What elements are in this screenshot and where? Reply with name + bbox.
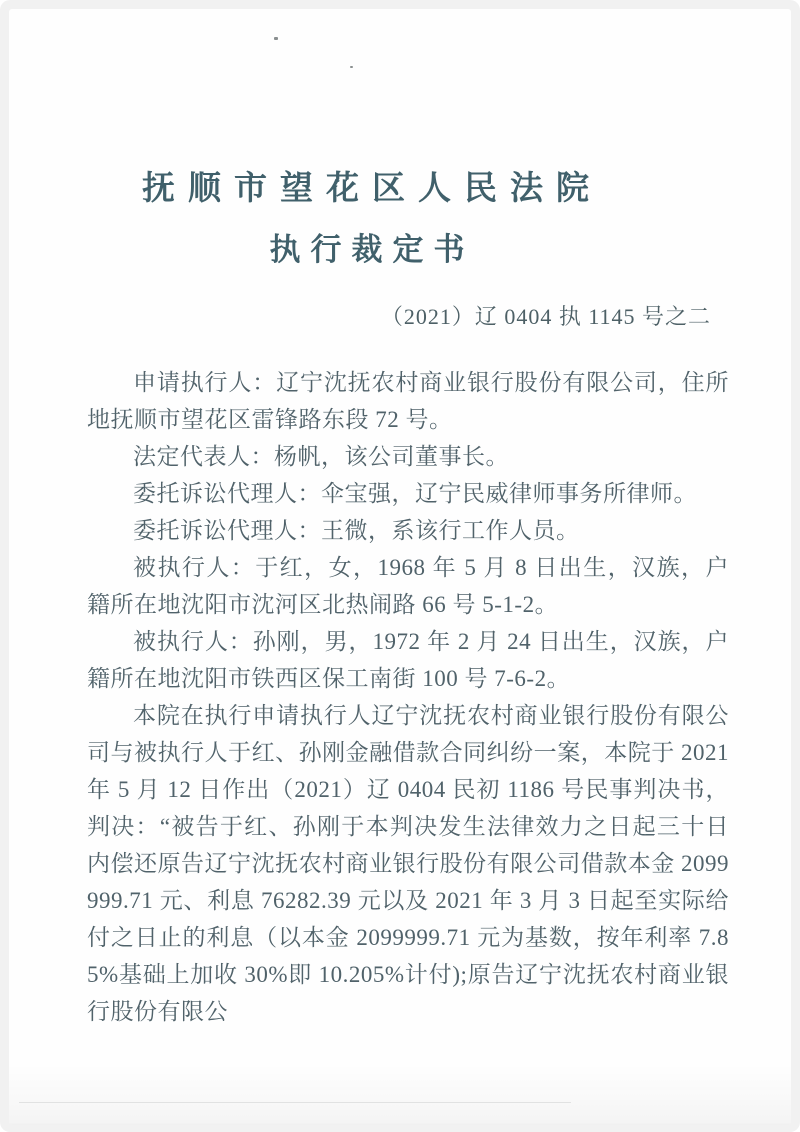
title-block bbox=[9, 171, 763, 268]
scan-speck bbox=[350, 66, 353, 68]
paragraph-litigation-agent-1: 委托诉讼代理人：伞宝强，辽宁民威律师事务所律师。 bbox=[133, 480, 697, 506]
paragraph-respondent-1: 被执行人：于红，女，1968 年 5 月 8 日出生，汉族，户籍所在地沈阳市沈河区北热闹路 66 号 5-1-2。 bbox=[87, 554, 729, 617]
document-page bbox=[9, 9, 791, 1125]
court-name: 抚顺市望花区人民法院 bbox=[142, 171, 602, 207]
scan-artifact-line bbox=[19, 1102, 571, 1103]
document-body bbox=[9, 364, 791, 1030]
scan-shadow bbox=[9, 1063, 791, 1125]
paragraph-applicant: 申请执行人：辽宁沈抚农村商业银行股份有限公司，住所地抚顺市望花区雷锋路东段 72 号。 bbox=[87, 369, 729, 432]
case-number: （2021）辽 0404 执 1145 号之二 bbox=[380, 303, 711, 329]
paragraph-litigation-agent-2: 委托诉讼代理人：王微，系该行工作人员。 bbox=[133, 517, 580, 543]
document-title: 执行裁定书 bbox=[269, 231, 475, 267]
paragraph-respondent-2: 被执行人：孙刚，男，1972 年 2 月 24 日出生，汉族，户籍所在地沈阳市铁西区保工南街 100 号 7-6-2。 bbox=[87, 628, 729, 691]
paragraph-case-background: 本院在执行申请执行人辽宁沈抚农村商业银行股份有限公司与被执行人于红、孙刚金融借款合同纠纷一案，本院于 2021 年 5 月 12 日作出（2021）辽 0404 民初 1186 号民事判决书，判决：“被告于红、孙刚于本判决发生法律效力之日起三十日内偿还原告辽宁沈抚农村商业银行股份有限公司借款本金 2099999.71 元、利息 76282.39 元以及 2021 年 3 月 3 日起至实际给付之日止的利息（以本金 2099999.71 元为基数，按年利率 7.85%基础上加收 30%即 10.205%计付);原告辽宁沈抚农村商业银行股份有限公 bbox=[87, 702, 729, 1024]
scan-speck bbox=[274, 37, 278, 40]
paragraph-legal-representative: 法定代表人：杨帆，该公司董事长。 bbox=[133, 443, 509, 469]
